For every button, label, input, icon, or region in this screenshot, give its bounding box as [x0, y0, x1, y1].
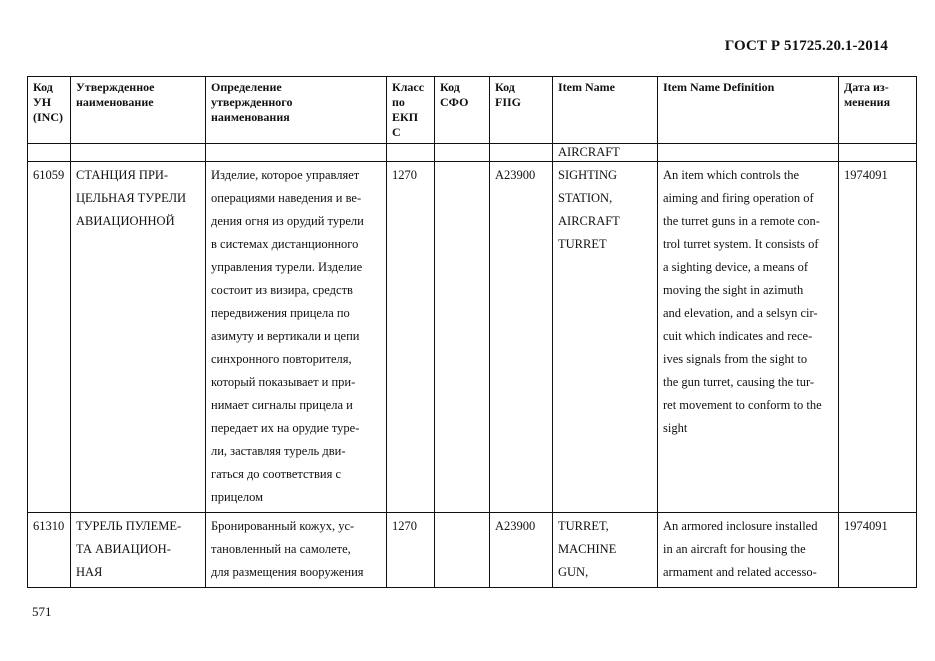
table-row: [28, 513, 917, 588]
change-date-cell: 1974091: [839, 162, 917, 513]
table-cell: [839, 144, 917, 162]
table-cell: [387, 144, 435, 162]
column-header-change-date: Дата из- менения: [839, 77, 917, 144]
column-header-item-name: Item Name: [553, 77, 658, 144]
inc-cell: 61310: [28, 513, 71, 588]
column-header-inc: Код УН (INC): [28, 77, 71, 144]
table-row: [28, 144, 917, 162]
table-cell: [71, 144, 206, 162]
column-header-item-name-definition: Item Name Definition: [658, 77, 839, 144]
column-header-sfo-code: Код СФО: [435, 77, 490, 144]
table-cell: [658, 144, 839, 162]
item-definition-cell: An armored inclosure installed in an aircraft for housing the armament and related accesso-: [658, 513, 839, 588]
sfo-code-cell: [435, 162, 490, 513]
definition-cell: Бронированный кожух, ус- тановленный на самолете, для размещения вооружения: [206, 513, 387, 588]
change-date-cell: 1974091: [839, 513, 917, 588]
ekps-class-cell: 1270: [387, 513, 435, 588]
page-number: 571: [32, 604, 52, 619]
item-name-cell: TURRET, MACHINE GUN,: [553, 513, 658, 588]
column-header-approved-name: Утвержденное наименование: [71, 77, 206, 144]
table-header-row: [28, 77, 917, 144]
column-header-definition: Определение утвержденного наименования: [206, 77, 387, 144]
item-definition-cell: An item which controls the aiming and firing operation of the turret guns in a remote con- trol turret system. It consists of a sighting device, a means of moving the sight in azimuth and elevation, and a selsyn cir- cuit which indicates and rece- ives signals from the sight to the gun turret, causing the tur- ret movement to conform to the sight: [658, 162, 839, 513]
approved-name-cell: СТАНЦИЯ ПРИ- ЦЕЛЬНАЯ ТУРЕЛИ АВИАЦИОННОЙ: [71, 162, 206, 513]
item-name-cell: SIGHTING STATION, AIRCRAFT TURRET: [553, 162, 658, 513]
approved-name-cell: ТУРЕЛЬ ПУЛЕМЕ- ТА АВИАЦИОН- НАЯ: [71, 513, 206, 588]
table-row: [28, 162, 917, 513]
definition-cell: Изделие, которое управляет операциями наведения и ве- дения огня из орудий турели в системах дистанционного управления турели. Изделие состоит из визира, средств передвижения прицела по азимуту и вертикали и цепи синхронного повторителя, который показывает и при- нимает сигналы прицела и передает их на орудие туре- ли, заставляя турель дви- гаться до соответствия с прицелом: [206, 162, 387, 513]
fiig-code-cell: A23900: [490, 162, 553, 513]
table-cell: [206, 144, 387, 162]
sfo-code-cell: [435, 513, 490, 588]
classifier-table: [27, 76, 917, 588]
ekps-class-cell: 1270: [387, 162, 435, 513]
column-header-fiig-code: Код FIIG: [490, 77, 553, 144]
column-header-ekps-class: Класс по ЕКП С: [387, 77, 435, 144]
document-code: ГОСТ Р 51725.20.1-2014: [724, 38, 888, 54]
fiig-code-cell: A23900: [490, 513, 553, 588]
table-cell: [435, 144, 490, 162]
table-cell: [490, 144, 553, 162]
table-cell: AIRCRAFT: [553, 144, 658, 162]
inc-cell: 61059: [28, 162, 71, 513]
table-cell: [28, 144, 71, 162]
